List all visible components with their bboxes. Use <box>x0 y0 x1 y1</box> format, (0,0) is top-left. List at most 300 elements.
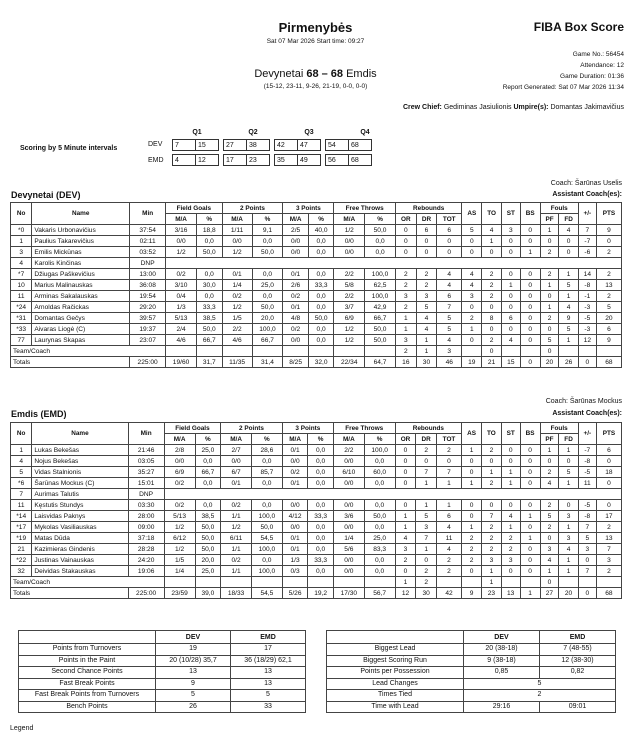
player-row <box>11 533 622 544</box>
stat-cell: 0,0 <box>364 478 395 489</box>
stat-cell: 3 <box>462 291 482 302</box>
stat-cell: 2 <box>416 566 436 577</box>
team-coach-label: Team/Coach <box>11 346 166 357</box>
stat-cell: 0 <box>395 225 416 236</box>
stat-cell: 0,0 <box>308 291 334 302</box>
stat-cell: 1 <box>559 555 578 566</box>
stat-value: 20 (10/28) 35,7 <box>156 655 231 667</box>
empty-cell <box>166 258 622 269</box>
empty-cell <box>221 577 252 588</box>
stat-cell: 0/0 <box>283 236 309 247</box>
subcol-dr: DR <box>416 434 436 445</box>
col-fouls: Fouls <box>540 423 578 434</box>
stat-cell: 0/1 <box>282 533 308 544</box>
stats-row <box>19 690 306 702</box>
stat-cell: 7 <box>416 533 436 544</box>
subcol-pct: % <box>364 434 395 445</box>
empty-cell <box>462 577 482 588</box>
stat-cell: 0 <box>501 500 520 511</box>
stat-cell: 1 <box>540 445 559 456</box>
player-no: *6 <box>11 478 32 489</box>
stat-cell: 2 <box>540 500 559 511</box>
stat-cell: 0 <box>395 456 416 467</box>
stats-row <box>327 690 616 702</box>
player-name: Laurynas Skapas <box>32 335 130 346</box>
team2-title: Emdis (EMD) <box>11 409 67 419</box>
stat-cell: 39,0 <box>195 588 221 599</box>
stat-cell: 0 <box>462 302 482 313</box>
stat-cell: 0/1 <box>282 544 308 555</box>
stat-cell: 2/8 <box>164 445 195 456</box>
stat-cell: 1 <box>436 500 461 511</box>
player-no: *14 <box>11 511 32 522</box>
left-stats-table <box>18 630 306 713</box>
stat-cell: 8/25 <box>283 357 309 368</box>
stat-cell: 1 <box>559 445 578 456</box>
subcol-fd: FD <box>559 434 578 445</box>
stat-cell: 54,5 <box>251 588 282 599</box>
scoring-teams <box>148 140 164 166</box>
report-title: Pirmenybės <box>278 20 353 35</box>
stat-label: Points in the Paint <box>19 655 156 667</box>
stat-cell: 0,0 <box>308 236 334 247</box>
stat-value: 13 <box>231 667 306 679</box>
stat-cell: 100,0 <box>251 511 282 522</box>
stat-cell: 3 <box>395 544 416 555</box>
subcol-pct: % <box>308 434 334 445</box>
stat-cell: 3/16 <box>166 225 197 236</box>
stat-cell: 21:46 <box>128 445 164 456</box>
stat-cell: -5 <box>578 467 596 478</box>
stat-cell: 6/9 <box>334 313 365 324</box>
stat-cell: 0 <box>520 236 540 247</box>
game-no: Game No.: 56454 <box>572 51 624 58</box>
player-name: Deividas Stakauskas <box>32 566 128 577</box>
stat-cell: 0 <box>395 445 416 456</box>
col-plusminus: +/- <box>578 423 596 445</box>
stat-cell: 30 <box>416 357 436 368</box>
player-name: Emilis Mickūnas <box>32 247 130 258</box>
stat-cell: 0,0 <box>252 291 283 302</box>
stat-cell: 0,0 <box>308 533 334 544</box>
stat-cell: 1/4 <box>333 533 364 544</box>
stat-cell: 3 <box>559 533 578 544</box>
stat-cell: 50,0 <box>252 302 283 313</box>
stat-cell: 4/12 <box>282 511 308 522</box>
stat-cell: 22/34 <box>334 357 365 368</box>
stat-value: 13 <box>231 678 306 690</box>
empty-cell <box>596 346 621 357</box>
stat-cell: 2/2 <box>334 291 365 302</box>
subcol-ma: M/A <box>221 434 252 445</box>
stat-cell: 0,0 <box>195 456 221 467</box>
player-name: Arnoldas Račickas <box>32 302 130 313</box>
stat-cell: 2 <box>540 269 559 280</box>
player-row <box>11 258 622 269</box>
col-3p: 3 Points <box>283 203 334 214</box>
stat-cell: 1/2 <box>334 225 365 236</box>
stat-cell: 0/1 <box>221 478 252 489</box>
stat-label: Second Chance Points <box>19 667 156 679</box>
player-row <box>11 555 622 566</box>
player-name: Džiugas Paškevičius <box>32 269 130 280</box>
stat-cell: 0,0 <box>308 247 334 258</box>
stat-cell: 0 <box>540 456 559 467</box>
stat-cell: 7 <box>436 467 461 478</box>
stat-value: 0,82 <box>540 667 616 679</box>
stat-cell: 0 <box>540 236 559 247</box>
stat-cell: 1 <box>395 324 416 335</box>
interval-cell: 12 <box>196 155 219 166</box>
stat-cell: 35:27 <box>128 467 164 478</box>
stat-cell: 0 <box>482 324 502 335</box>
stat-cell: 2 <box>596 291 621 302</box>
stat-cell: 0 <box>520 291 540 302</box>
player-row <box>11 478 622 489</box>
col-name: Name <box>32 423 128 445</box>
stat-cell: 7 <box>578 566 596 577</box>
subcol-fd: FD <box>559 214 578 225</box>
player-row <box>11 335 622 346</box>
stat-cell: 100,0 <box>365 269 396 280</box>
player-row <box>11 544 622 555</box>
col-as: AS <box>462 423 482 445</box>
scoring-team-dev: DEV <box>148 141 163 148</box>
player-no: 1 <box>11 445 32 456</box>
subcol-pf: PF <box>540 214 559 225</box>
player-name: Laisvidas Paknys <box>32 511 128 522</box>
stat-cell: 0 <box>501 302 520 313</box>
player-row <box>11 566 622 577</box>
right-stats <box>326 630 616 713</box>
stat-cell: 0/0 <box>166 236 197 247</box>
stat-cell <box>436 577 461 588</box>
stat-cell: 38,5 <box>195 511 221 522</box>
stat-cell: 0 <box>501 456 520 467</box>
player-row <box>11 313 622 324</box>
stat-cell: -8 <box>578 280 596 291</box>
stat-cell: 0/1 <box>282 478 308 489</box>
stat-cell: 1 <box>436 478 461 489</box>
stat-cell: 25,0 <box>252 280 283 291</box>
stat-cell: 0/0 <box>282 456 308 467</box>
officials <box>403 104 624 111</box>
player-row <box>11 500 622 511</box>
stat-cell: 3 <box>540 544 559 555</box>
scoring-table <box>172 139 372 166</box>
stat-cell: 0,0 <box>196 269 222 280</box>
team-coach-row <box>11 346 622 357</box>
stat-cell: 19,2 <box>308 588 334 599</box>
stat-cell: 1 <box>462 478 482 489</box>
stat-value: 7 (48-55) <box>540 644 616 656</box>
interval-cell: 68 <box>349 140 372 151</box>
scoring-row-dev <box>173 140 372 151</box>
stat-label: Points from Turnovers <box>19 644 156 656</box>
final-score <box>0 68 631 80</box>
stat-cell: 2 <box>482 533 502 544</box>
stat-label: Biggest Lead <box>327 644 464 656</box>
stat-cell: 1/5 <box>222 313 252 324</box>
interval-cell: 54 <box>326 140 349 151</box>
stat-cell: 1 <box>395 577 416 588</box>
stat-cell: 1 <box>520 511 540 522</box>
crew-value: Gediminas Jasiulionis <box>443 104 512 111</box>
stat-cell: 0/1 <box>282 445 308 456</box>
player-row <box>11 236 622 247</box>
stat-cell: 2 <box>596 566 621 577</box>
stat-cell: 0/0 <box>282 500 308 511</box>
stat-cell: 0 <box>395 467 416 478</box>
stat-cell: 1 <box>540 302 559 313</box>
stat-cell: 0/0 <box>221 456 252 467</box>
stat-cell: 4/6 <box>222 335 252 346</box>
stat-value: 09:01 <box>540 701 616 713</box>
stat-cell: 31,4 <box>252 357 283 368</box>
header-row <box>11 203 622 214</box>
interval-cell: 42 <box>275 140 298 151</box>
stat-cell: 3 <box>596 555 621 566</box>
empty-cell <box>578 346 596 357</box>
player-no: 4 <box>11 456 32 467</box>
col-name: Name <box>32 203 130 225</box>
player-no: 1 <box>11 236 32 247</box>
stat-cell: 0 <box>540 291 559 302</box>
stat-cell: 0 <box>520 280 540 291</box>
col-bs: BS <box>520 203 540 225</box>
crew-label: Crew Chief: <box>402 104 442 111</box>
stat-cell: 0 <box>520 544 540 555</box>
stat-cell: 15 <box>501 357 520 368</box>
stat-value: 12 (38-30) <box>540 655 616 667</box>
stat-label: Time with Lead <box>327 701 464 713</box>
stat-value: 13 <box>156 667 231 679</box>
stat-cell: 37:18 <box>128 533 164 544</box>
stat-cell: 2 <box>540 522 559 533</box>
stat-cell: 0 <box>482 302 502 313</box>
stat-cell: 31,7 <box>196 357 222 368</box>
stat-cell: 4 <box>501 335 520 346</box>
stat-cell: 6 <box>596 324 621 335</box>
col-ft: Free Throws <box>334 203 396 214</box>
stat-cell: 85,7 <box>251 467 282 478</box>
stat-cell: 18 <box>596 467 621 478</box>
stats-row <box>19 667 306 679</box>
stat-cell: 11 <box>578 478 596 489</box>
stat-cell: 17 <box>596 511 621 522</box>
col-no: No <box>11 203 32 225</box>
stat-cell: 1/4 <box>222 280 252 291</box>
col-st: ST <box>501 423 520 445</box>
stat-cell: 1/2 <box>164 522 195 533</box>
player-name: Aurimas Talutis <box>32 489 128 500</box>
stat-cell: 1 <box>501 478 520 489</box>
stat-cell: 7 <box>416 467 436 478</box>
stat-cell: 1/3 <box>282 555 308 566</box>
scoring-grid <box>172 129 390 166</box>
stat-cell: 0,0 <box>251 500 282 511</box>
stat-value: 26 <box>156 701 231 713</box>
stat-cell: 39:57 <box>130 313 166 324</box>
header-row <box>11 423 622 434</box>
col-plusminus: +/- <box>578 203 596 225</box>
stat-cell: 0,0 <box>195 500 221 511</box>
interval-cell: 56 <box>326 155 349 166</box>
q2-label: Q2 <box>248 129 258 136</box>
stat-cell: 0 <box>596 236 621 247</box>
stat-cell: 1 <box>416 500 436 511</box>
stat-cell: 100,0 <box>365 291 396 302</box>
stat-cell: 1 <box>462 522 482 533</box>
stat-cell: 0/2 <box>164 500 195 511</box>
stats-row <box>19 701 306 713</box>
stat-label: Lead Changes <box>327 678 464 690</box>
umpire-value: Domantas Jakimavičius <box>550 104 624 111</box>
stat-label: Bench Points <box>19 701 156 713</box>
empty-cell <box>578 577 596 588</box>
col-reb: Rebounds <box>395 423 462 434</box>
player-no: 32 <box>11 566 32 577</box>
stat-cell: 1/2 <box>334 324 365 335</box>
player-row <box>11 269 622 280</box>
interval-cell: 7 <box>173 140 196 151</box>
stat-cell: 5/6 <box>333 544 364 555</box>
subcol-ma: M/A <box>334 214 365 225</box>
stat-cell: 50,0 <box>364 511 395 522</box>
stat-cell: 0/2 <box>164 478 195 489</box>
stat-cell: 18,8 <box>196 225 222 236</box>
stat-cell: 4/6 <box>166 335 197 346</box>
stat-cell: 0,0 <box>251 555 282 566</box>
empty-cell <box>462 346 482 357</box>
stat-cell: 0 <box>395 236 416 247</box>
stat-cell: 5 <box>437 324 462 335</box>
right-stats-table <box>326 630 616 713</box>
empty-cell <box>365 346 396 357</box>
stat-cell: 23 <box>482 588 502 599</box>
player-row <box>11 445 622 456</box>
stat-cell: 0 <box>501 324 520 335</box>
stat-cell: 0,0 <box>252 269 283 280</box>
stat-value: 33 <box>231 701 306 713</box>
subcol-tot: TOT <box>436 434 461 445</box>
stat-cell: 1 <box>559 269 578 280</box>
empty-cell <box>501 577 520 588</box>
stat-cell: 11 <box>436 533 461 544</box>
player-no: 11 <box>11 500 32 511</box>
stat-cell: 0 <box>559 236 578 247</box>
stat-cell: 4 <box>462 280 482 291</box>
stat-cell: 0,0 <box>308 269 334 280</box>
stat-cell: 0/0 <box>333 500 364 511</box>
subcol-pct: % <box>251 434 282 445</box>
stat-cell: 2/7 <box>221 445 252 456</box>
stat-cell: 3/6 <box>333 511 364 522</box>
stat-cell: 13:00 <box>130 269 166 280</box>
stat-cell: 6/7 <box>221 467 252 478</box>
stat-cell: 0 <box>559 247 578 258</box>
empty-cell <box>252 346 283 357</box>
stat-cell: 0 <box>462 247 482 258</box>
totals-label: Totals <box>11 588 129 599</box>
stats-row <box>19 655 306 667</box>
stat-cell: 3 <box>501 225 520 236</box>
scoring-label: Scoring by 5 Minute intervals <box>20 145 118 152</box>
empty-cell <box>222 346 252 357</box>
stat-cell: -5 <box>578 313 596 324</box>
stat-cell: 20,0 <box>195 555 221 566</box>
stats-header: DEV <box>464 631 540 644</box>
stat-cell: 1/3 <box>166 302 197 313</box>
date-line: Sat 07 Mar 2026 Start time: 09:27 <box>266 38 365 45</box>
stat-value: 9 (38-18) <box>464 655 540 667</box>
attendance: Attendance: 12 <box>580 62 624 69</box>
stat-cell: 4 <box>436 522 461 533</box>
stat-cell: 1/5 <box>164 555 195 566</box>
stat-cell: 0,0 <box>364 566 395 577</box>
stat-cell: 100,0 <box>251 566 282 577</box>
empty-cell <box>195 577 221 588</box>
player-row <box>11 291 622 302</box>
stat-cell: 28:28 <box>128 544 164 555</box>
stat-cell: 5 <box>559 324 578 335</box>
stat-cell: 64,7 <box>365 357 396 368</box>
empty-cell <box>251 577 282 588</box>
stat-cell: 0 <box>540 324 559 335</box>
stat-value: 2 <box>464 690 616 702</box>
stat-cell: 4 <box>559 225 578 236</box>
quarter-scores: (15-12, 23-11, 9-26, 21-19, 0-0, 0-0) <box>263 83 368 90</box>
stat-cell: 20,0 <box>252 313 283 324</box>
stat-cell: 2 <box>462 555 482 566</box>
player-name: Aivaras Liogė (C) <box>32 324 130 335</box>
stats-row <box>327 644 616 656</box>
player-row <box>11 511 622 522</box>
col-to: TO <box>482 423 502 445</box>
umpire-label: Umpire(s): <box>513 104 549 111</box>
col-pts: PTS <box>596 423 621 445</box>
stat-cell: 0 <box>482 456 502 467</box>
interval-cell: 4 <box>173 155 196 166</box>
subcol-ma: M/A <box>164 434 195 445</box>
player-row <box>11 467 622 478</box>
stat-cell: 0/3 <box>282 566 308 577</box>
stat-cell: 1 <box>416 478 436 489</box>
player-no: 21 <box>11 544 32 555</box>
stat-cell: 3/10 <box>166 280 197 291</box>
player-no: 7 <box>11 489 32 500</box>
stat-cell: 0/1 <box>222 269 252 280</box>
stats-row <box>19 644 306 656</box>
team1-title: Devynetai (DEV) <box>11 190 81 200</box>
stat-cell: 50,0 <box>196 324 222 335</box>
subcol-pct: % <box>252 214 283 225</box>
stat-cell: 2 <box>540 247 559 258</box>
player-no: *19 <box>11 533 32 544</box>
stat-cell: 0,0 <box>308 566 334 577</box>
stat-cell: 30 <box>416 588 436 599</box>
stat-cell: 1 <box>462 324 482 335</box>
stat-label: Fast Break Points from Turnovers <box>19 690 156 702</box>
stat-cell: 50,0 <box>195 544 221 555</box>
stat-cell: 28,6 <box>251 445 282 456</box>
stat-cell: 0 <box>540 346 559 357</box>
stat-cell: 33,3 <box>308 555 334 566</box>
stat-cell: 3 <box>501 555 520 566</box>
stat-cell: 0 <box>520 555 540 566</box>
team1-box <box>10 202 622 368</box>
stat-cell: 33,3 <box>308 511 334 522</box>
